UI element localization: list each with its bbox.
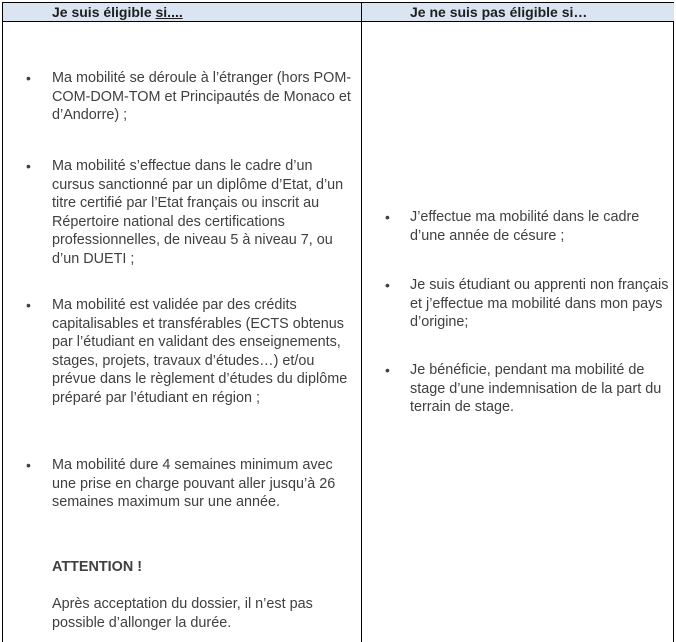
header-cell-eligible	[3, 3, 361, 21]
bullet-icon: •	[26, 457, 31, 473]
list-item-text: Je bénéficie, pendant ma mobilité de stage d’une indemnisation de la part du terrain de stage.	[410, 362, 662, 415]
table-header-row	[3, 3, 673, 22]
list-item	[26, 69, 357, 125]
list-item	[385, 361, 672, 417]
list-item	[26, 296, 357, 407]
bullet-icon: •	[26, 297, 31, 313]
bullet-icon: •	[26, 158, 31, 174]
column-divider	[361, 3, 362, 642]
list-item	[26, 157, 357, 268]
bullet-icon: •	[26, 70, 31, 86]
bullet-icon: •	[385, 362, 390, 378]
bullet-icon: •	[385, 209, 390, 225]
list-item-text: Ma mobilité est validée par des crédits capitalisables et transférables (ECTS obtenus par l’étudiant en validant des enseignements, stages, projets, travaux d’études…) et/ou prévue dans le règlement d’études du diplôme préparé par l’étudiant en région ;	[52, 297, 348, 406]
header-eligible-si: si....	[155, 4, 183, 20]
list-item-text: Je suis étudiant ou apprenti non français et j’effectue ma mobilité dans mon pays d’origine;	[410, 277, 669, 330]
list-item	[26, 456, 357, 512]
bullet-icon: •	[385, 277, 390, 293]
eligibility-table	[2, 2, 674, 642]
list-item-text: J’effectue ma mobilité dans le cadre d’une année de césure ;	[410, 209, 640, 244]
list-item-text: Ma mobilité se déroule à l’étranger (hors POM-COM-DOM-TOM et Principautés de Monaco et d’Andorre) ;	[52, 70, 352, 123]
attention-label: ATTENTION !	[52, 559, 143, 575]
list-item	[385, 208, 672, 245]
list-item-text: Ma mobilité s’effectue dans le cadre d’un cursus sanctionné par un diplôme d’Etat, d’un titre certifié par l’Etat français ou inscrit au Répertoire national des certifications professionnelles, de niveau 5 à niveau 7, ou d’un DUETI ;	[52, 158, 344, 267]
header-not-eligible: Je ne suis pas éligible si…	[410, 4, 588, 20]
attention-note: Après acceptation du dossier, il n’est pas possible d’allonger la durée.	[52, 596, 313, 631]
list-item-text: Ma mobilité dure 4 semaines minimum avec une prise en charge pouvant aller jusqu’à 26 semaines maximum sur une année.	[52, 457, 336, 510]
list-item	[385, 276, 672, 332]
header-cell-not-eligible	[362, 3, 674, 21]
header-eligible: Je suis éligible si....	[52, 4, 183, 20]
